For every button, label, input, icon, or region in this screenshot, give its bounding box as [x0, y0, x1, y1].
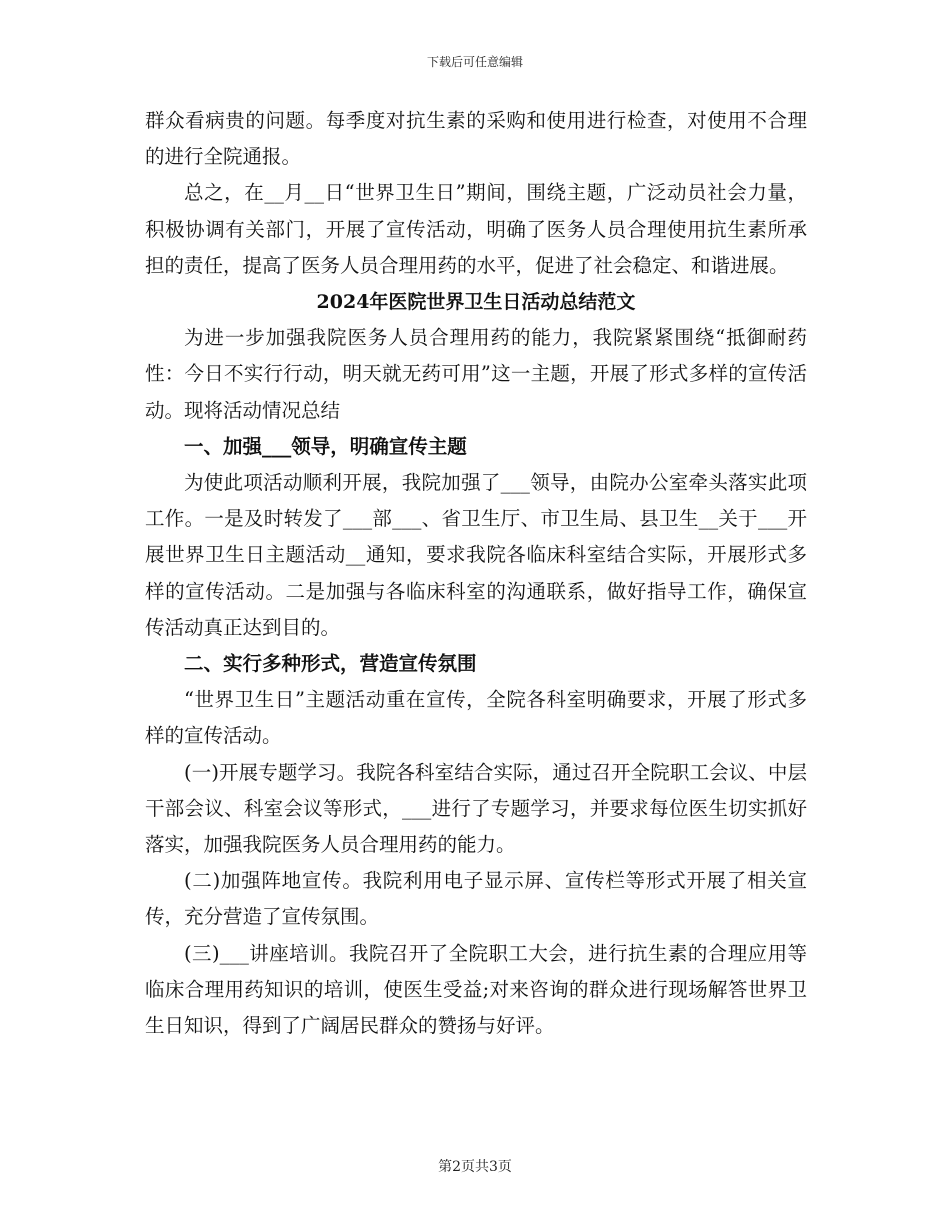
paragraph-5: “世界卫生日”主题活动重在宣传，全院各科室明确要求，开展了形式多样的宣传活动。 [145, 688, 807, 748]
page-header: 下载后可任意编辑 [426, 55, 523, 69]
paragraph-1: 群众看病贵的问题。每季度对抗生素的采购和使用进行检查，对使用不合理的进行全院通报。 [145, 109, 807, 169]
document-body [145, 103, 807, 1044]
page-footer: 第2页共3页 [438, 1159, 512, 1175]
paragraph-6: (一)开展专题学习。我院各科室结合实际，通过召开全院职工会议、中层干部会议、科室会议等形式，___进行了专题学习，并要求每位医生切实抓好落实，加强我院医务人员合理用药的能力。 [145, 760, 807, 857]
section-heading-2: 二、实行多种形式，营造宣传氛围 [184, 652, 477, 676]
paragraph-7: (二)加强阵地宣传。我院利用电子显示屏、宣传栏等形式开展了相关宣传，充分营造了宣传氛围。 [145, 869, 807, 929]
paragraph-2: 总之，在__月__日“世界卫生日”期间，围绕主题，广泛动员社会力量，积极协调有关部门，开展了宣传活动，明确了医务人员合理使用抗生素所承担的责任，提高了医务人员合理用药的水平，促进了社会稳定、和谐进展。 [145, 181, 807, 277]
document-title: 2024年医院世界卫生日活动总结范文 [316, 291, 636, 314]
paragraph-4: 为使此项活动顺利开展，我院加强了___领导，由院办公室牵头落实此项工作。一是及时转发了___部___、省卫生厅、市卫生局、县卫生__关于___开展世界卫生日主题活动__通知，要求我院各临床科室结合实际，开展形式多样的宣传活动。二是加强与各临床科室的沟通联系，做好指导工作，确保宣传活动真正达到目的。 [145, 471, 807, 639]
paragraph-8: (三)___讲座培训。我院召开了全院职工大会，进行抗生素的合理应用等临床合理用药知识的培训，使医生受益;对来咨询的群众进行现场解答世界卫生日知识，得到了广阔居民群众的赞扬与好评。 [145, 941, 807, 1038]
section-heading-1: 一、加强___领导，明确宣传主题 [184, 434, 467, 458]
paragraph-3: 为进一步加强我院医务人员合理用药的能力，我院紧紧围绕“抵御耐药性：今日不实行行动，明天就无药可用”这一主题，开展了形式多样的宣传活动。现将活动情况总结 [145, 326, 807, 422]
